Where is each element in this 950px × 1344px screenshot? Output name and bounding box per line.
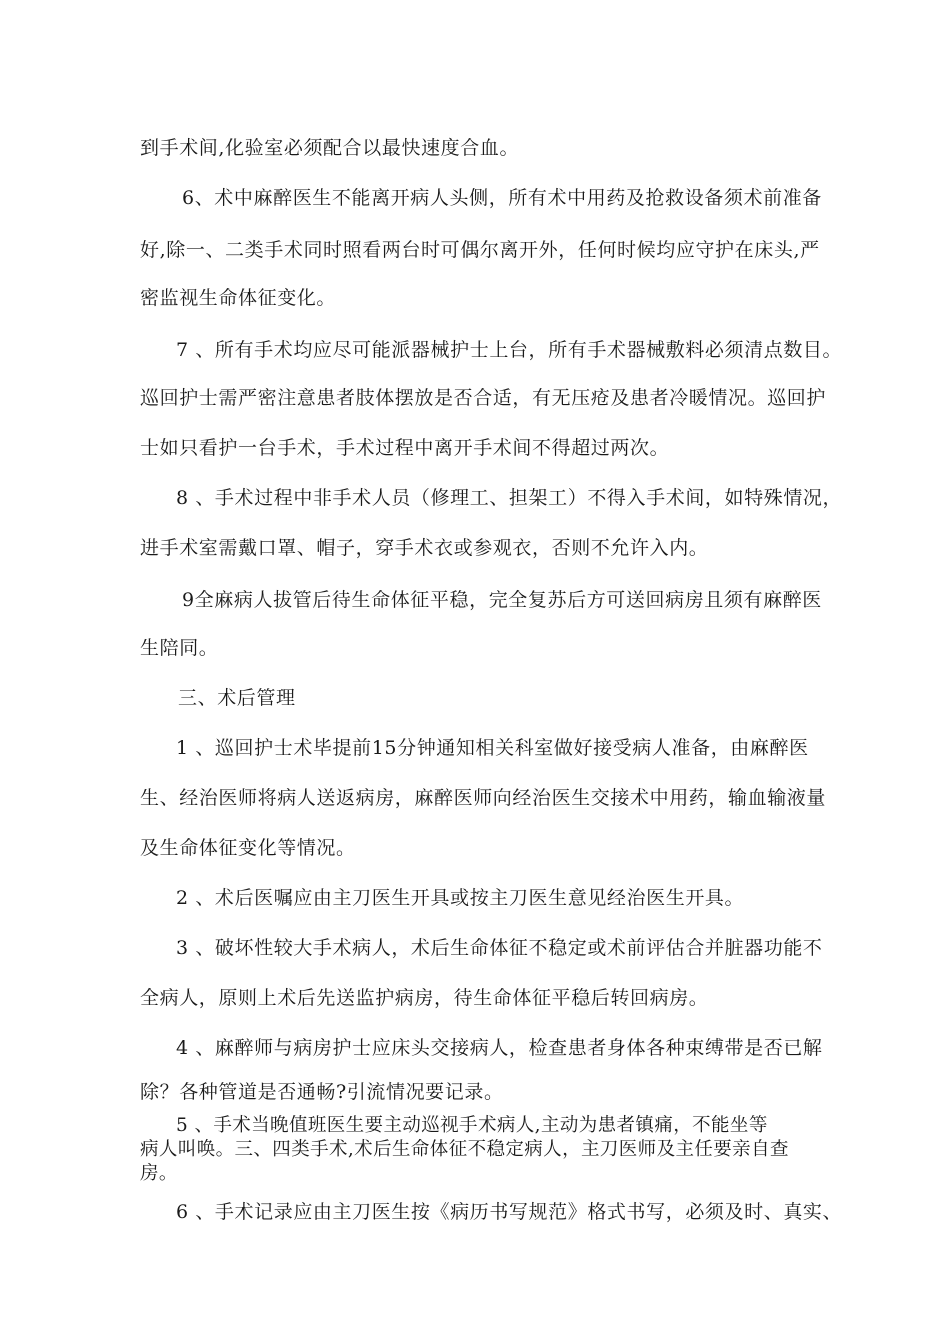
paragraph-line: 5 、手术当晚值班医生要主动巡视手术病人,主动为患者镇痛，不能坐等 [176, 1115, 768, 1136]
paragraph-line: 除？各种管道是否通畅?引流情况要记录。 [140, 1081, 504, 1103]
paragraph-line: 巡回护士需严密注意患者肢体摆放是否合适，有无压疮及患者冷暖情况。巡回护 [140, 387, 827, 409]
paragraph-line: 6 、手术记录应由主刀医生按《病历书写规范》格式书写，必须及时、真实、 [176, 1201, 843, 1223]
paragraph-line: 2 、术后医嘱应由主刀医生开具或按主刀医生意见经治医生开具。 [176, 887, 745, 909]
section-heading: 三、术后管理 [178, 687, 296, 709]
paragraph-line: 生陪同。 [140, 637, 219, 659]
paragraph-line: 6、术中麻醉医生不能离开病人头侧，所有术中用药及抢救设备须术前准备 [182, 187, 822, 209]
paragraph-line: 病人叫唤。三、四类手术,术后生命体征不稳定病人，主刀医师及主任要亲自查 [140, 1139, 789, 1160]
paragraph-line: 1 、巡回护士术毕提前15分钟通知相关科室做好接受病人准备，由麻醉医 [176, 737, 809, 759]
paragraph-line: 8 、手术过程中非手术人员（修理工、担架工）不得入手术间，如特殊情况， [176, 487, 843, 509]
paragraph-line: 7 、所有手术均应尽可能派器械护士上台，所有手术器械敷料必须清点数目。 [176, 339, 843, 361]
paragraph-line: 3 、破坏性较大手术病人，术后生命体征不稳定或术前评估合并脏器功能不 [176, 937, 823, 959]
paragraph-line: 生、经治医师将病人送返病房，麻醉医师向经治医生交接术中用药，输血输液量 [140, 787, 827, 809]
paragraph-line: 9全麻病人拔管后待生命体征平稳，完全复苏后方可送回病房且须有麻醉医 [182, 589, 822, 611]
paragraph-line: 密监视生命体征变化。 [140, 287, 337, 309]
paragraph-line: 及生命体征变化等情况。 [140, 837, 356, 859]
paragraph-line: 好,除一、二类手术同时照看两台时可偶尔离开外，任何时候均应守护在床头,严 [140, 239, 820, 261]
paragraph-line: 4 、麻醉师与病房护士应床头交接病人，检查患者身体各种束缚带是否已解 [176, 1037, 823, 1059]
paragraph-line: 进手术室需戴口罩、帽子，穿手术衣或参观衣，否则不允许入内。 [140, 537, 709, 559]
paragraph-line: 士如只看护一台手术，手术过程中离开手术间不得超过两次。 [140, 437, 670, 459]
paragraph-line: 全病人，原则上术后先送监护病房，待生命体征平稳后转回病房。 [140, 987, 709, 1009]
paragraph-line: 房。 [140, 1163, 178, 1184]
paragraph-line: 到手术间,化验室必须配合以最快速度合血。 [140, 137, 520, 159]
